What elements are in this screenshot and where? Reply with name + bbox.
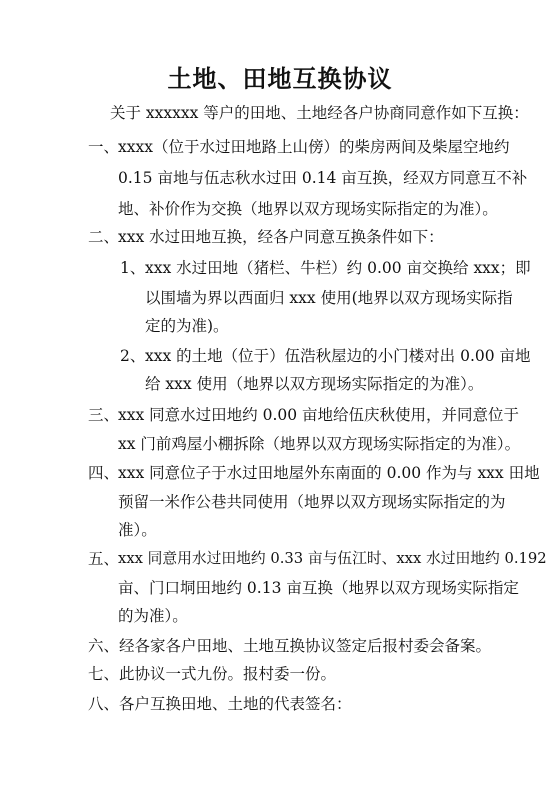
section-1-line-3: 地、补价作为交换（地界以双方现场实际指定的为准）。	[118, 200, 498, 218]
section-8-line: 八、各户互换田地、土地的代表签名：	[88, 695, 352, 713]
section-5-line-3: 的为准）。	[118, 607, 188, 625]
item-1-line-2: 以围墙为界以西面归 xxx 使用(地界以双方现场实际指	[145, 289, 513, 307]
item-2-line-2: 给 xxx 使用（地界以双方现场实际指定的为准）。	[145, 375, 484, 393]
section-4-line-3: 准）。	[118, 521, 157, 539]
intro-paragraph: 关于 xxxxxx 等户的田地、土地经各户协商同意作如下互换：	[110, 104, 529, 122]
section-4-marker: 四、	[88, 464, 120, 482]
section-1-line-1: xxxx（位于水过田地路上山傍）的柴房两间及柴屋空地约	[118, 138, 510, 156]
section-6-line: 六、经各家各户田地、土地互换协议签定后报村委会备案。	[88, 637, 492, 655]
item-1-marker: 1、	[120, 259, 146, 277]
item-1-line-3: 定的为准)。	[145, 317, 229, 335]
page-title: 土地、田地互换协议	[167, 64, 393, 93]
section-5-marker: 五、	[88, 550, 120, 568]
section-3-line-1: xxx 同意水过田地约 0.00 亩地给伍庆秋使用，并同意位于	[118, 406, 520, 424]
section-5-line-1: xxx 同意用水过田地约 0.33 亩与伍江时、xxx 水过田地约 0.192	[118, 550, 547, 567]
section-3-line-2: xx 门前鸡屋小棚拆除（地界以双方现场实际指定的为准）。	[118, 435, 521, 453]
section-2-marker: 二、	[88, 228, 120, 246]
section-4-line-2: 预留一米作公巷共同使用（地界以双方现场实际指定的为	[118, 493, 506, 511]
section-5-line-2: 亩、门口垌田地约 0.13 亩互换（地界以双方现场实际指定	[118, 579, 519, 597]
section-4-line-1: xxx 同意位子于水过田地屋外东南面的 0.00 作为与 xxx 田地	[118, 464, 540, 482]
section-2-line-1: xxx 水过田地互换，经各户同意互换条件如下：	[118, 228, 444, 246]
item-2-line-1: xxx 的土地（位于）伍浩秋屋边的小门楼对出 0.00 亩地	[145, 347, 531, 365]
item-2-marker: 2、	[120, 347, 146, 365]
section-3-marker: 三、	[88, 406, 120, 424]
section-1-line-2: 0.15 亩地与伍志秋水过田 0.14 亩互换，经双方同意互不补	[118, 169, 528, 187]
item-1-line-1: xxx 水过田地（猪栏、牛栏）约 0.00 亩交换给 xxx；即	[145, 259, 531, 277]
section-7-line: 七、此协议一式九份。报村委一份。	[88, 665, 337, 683]
section-1-marker: 一、	[88, 138, 120, 156]
